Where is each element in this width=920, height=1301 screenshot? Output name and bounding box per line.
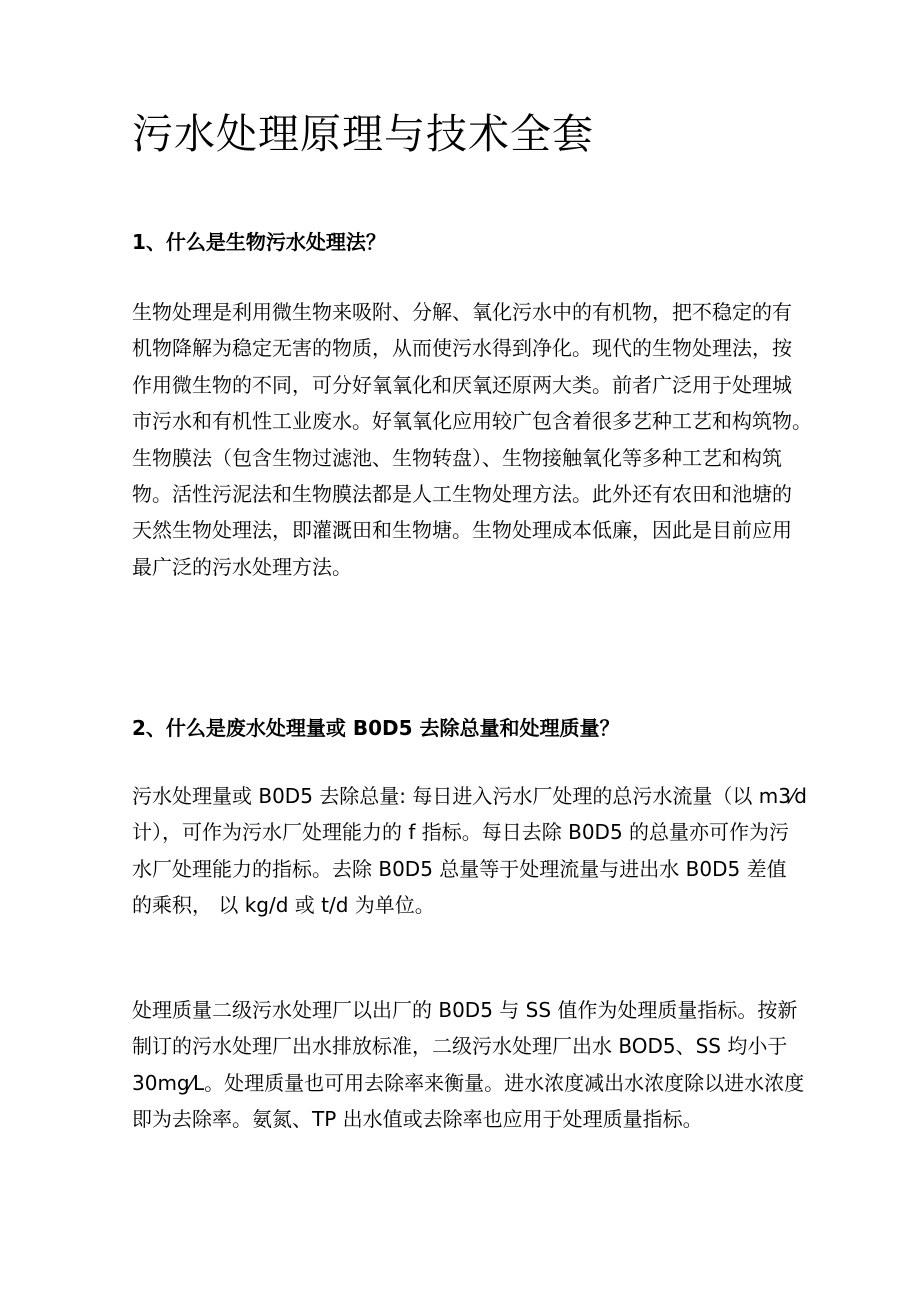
paragraph-line: 制订的污水处理厂出水排放标准，二级污水处理厂出水 BOD5、SS 均小于 <box>132 1034 788 1059</box>
document-title: 污水处理原理与技术全套 <box>132 110 594 158</box>
paragraph-line: 处理质量二级污水处理厂以出厂的 B0D5 与 SS 值作为处理质量指标。按新 <box>132 998 798 1022</box>
section-heading-2: 2、什么是废水处理量或 B0D5 去除总量和处理质量？ <box>132 716 620 740</box>
paragraph-line: 30mg⁄L。处理质量也可用去除率来衡量。进水浓度减出水浓度除以进水浓度 <box>132 1070 805 1095</box>
paragraph-line: 计），可作为污水厂处理能力的 f 指标。每日去除 B0D5 的总量亦可作为污 <box>132 820 790 845</box>
paragraph-line: 即为去除率。氨氮、TP 出水值或去除率也应用于处理质量指标。 <box>132 1107 703 1132</box>
paragraph-line: 生物处理是利用微生物来吸附、分解、氧化污水中的有机物，把不稳定的有 <box>132 300 792 324</box>
section-2-paragraph-2 <box>132 992 804 1138</box>
paragraph-line: 天然生物处理法，即灌溉田和生物塘。生物处理成本低廉，因此是目前应用 <box>132 518 792 543</box>
paragraph-line: 最广泛的污水处理方法。 <box>132 554 352 579</box>
paragraph-line: 水厂处理能力的指标。去除 B0D5 总量等于处理流量与进出水 B0D5 差值 <box>132 856 787 881</box>
paragraph-line: 机物降解为稳定无害的物质，从而使污水得到净化。现代的生物处理法，按 <box>132 336 792 361</box>
paragraph-line: 的乘积， 以 kg/d 或 t/d 为单位。 <box>132 893 435 918</box>
paragraph-line: 市污水和有机性工业废水。好氧氧化应用较广包含着很多艺种工艺和构筑物。 <box>132 409 812 434</box>
section-2-paragraph-1 <box>132 778 807 924</box>
section-1-paragraph-1 <box>132 294 812 585</box>
paragraph-line: 生物膜法（包含生物过滤池、生物转盘）、生物接触氧化等多种工艺和构筑 <box>132 445 782 470</box>
paragraph-line: 污水处理量或 B0D5 去除总量: 每日进入污水厂处理的总污水流量（以 m3⁄d <box>132 784 807 808</box>
paragraph-line: 作用微生物的不同，可分好氧氧化和厌氧还原两大类。前者广泛用于处理城 <box>132 372 792 397</box>
section-heading-1: 1、什么是生物污水处理法？ <box>132 230 386 254</box>
paragraph-line: 物。活性污泥法和生物膜法都是人工生物处理方法。此外还有农田和池塘的 <box>132 482 792 507</box>
